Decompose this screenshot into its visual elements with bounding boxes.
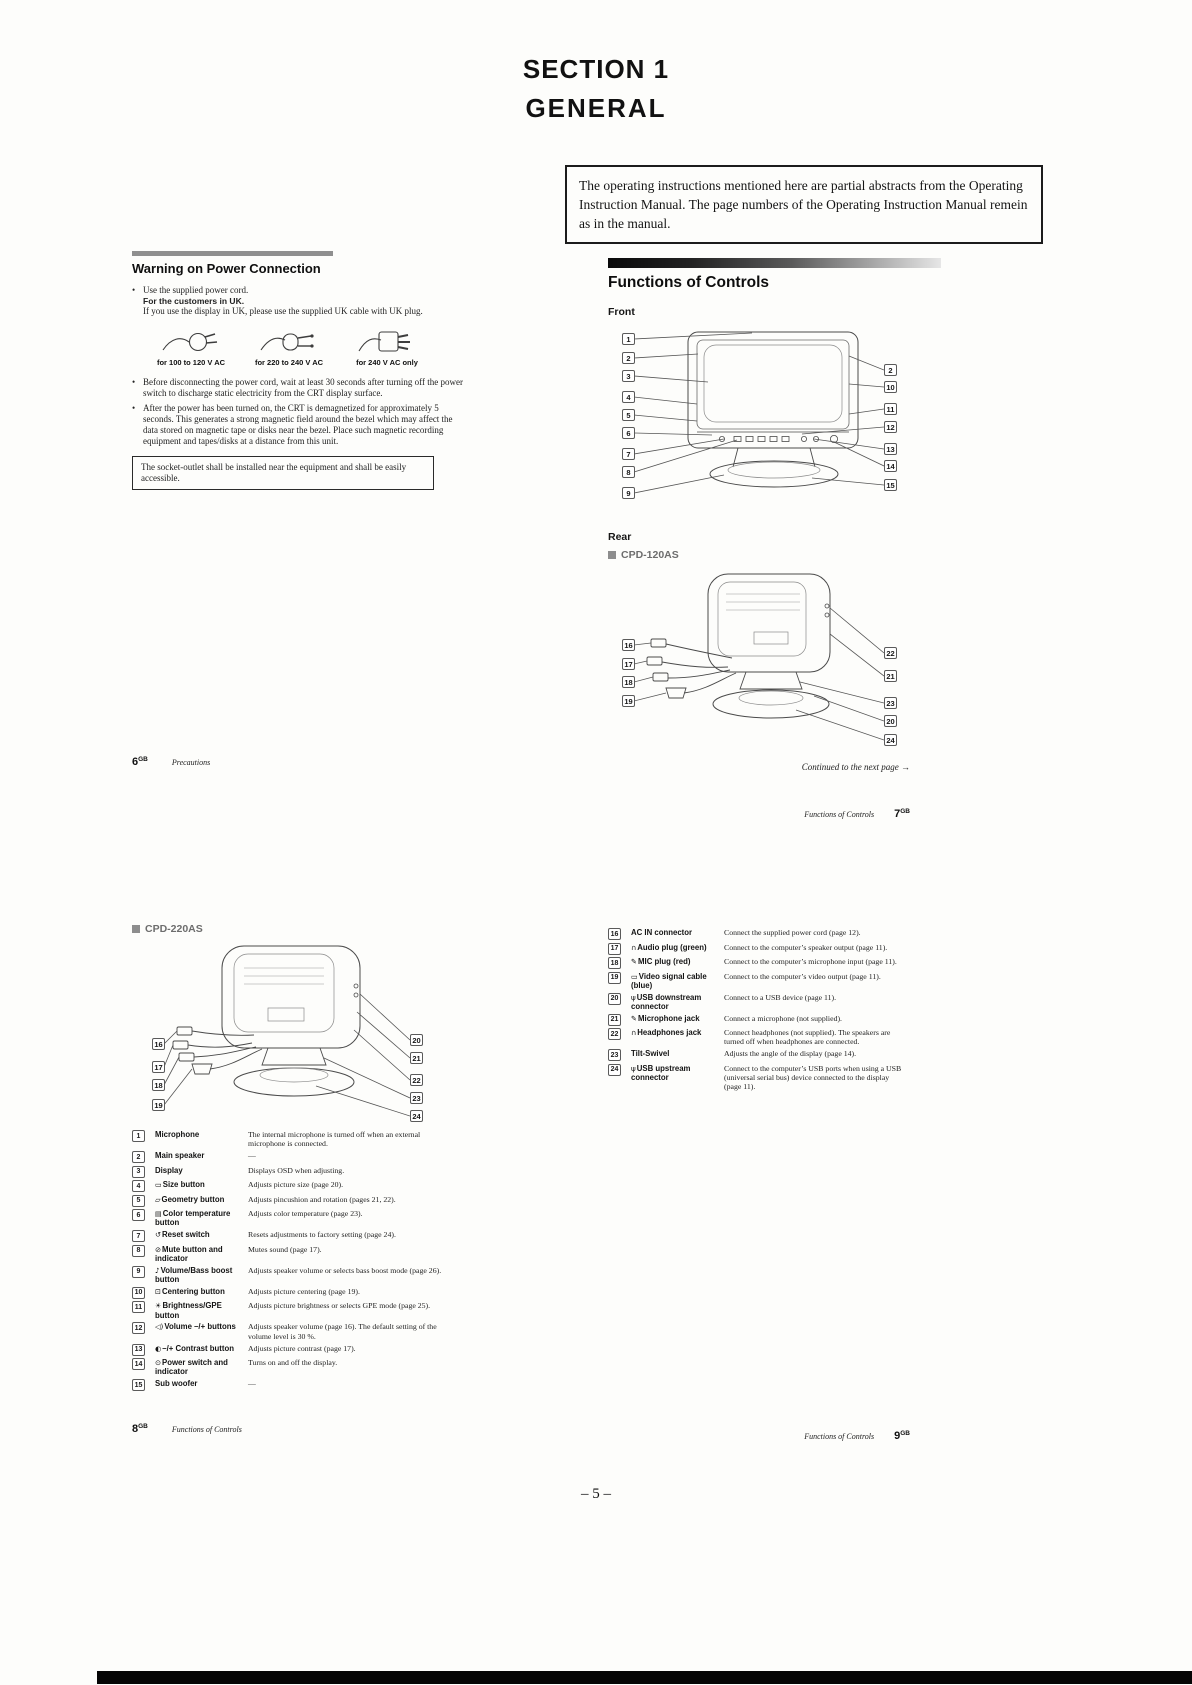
- connector-desc: Connect headphones (not supplied). The speakers are turned off when headphones are connected.: [724, 1028, 891, 1047]
- callout-ref-24: 24: [608, 1064, 621, 1076]
- control-name: Brightness/GPE button: [155, 1301, 222, 1320]
- size-button-icon: ▭: [155, 1180, 162, 1190]
- control-row-geometry-button: [132, 1195, 442, 1207]
- front-callout-14: 14: [884, 460, 897, 472]
- model-cpd220-text: CPD-220AS: [145, 923, 203, 935]
- control-name: Size button: [162, 1180, 205, 1190]
- page8-number: [132, 1423, 148, 1435]
- connector-row-audio-plug: [608, 943, 908, 955]
- notice-text: The operating instructions mentioned here are partial abstracts from the Operating Instruction Manual. The page numbers of the Operating Instruction Manual remein as in the manual.: [579, 178, 1028, 231]
- control-row-sub-woofer: [132, 1379, 442, 1391]
- microphone-jack-icon: ✎: [631, 1013, 638, 1023]
- connector-name: Audio plug (green): [637, 942, 707, 952]
- control-name-cell: [155, 1230, 248, 1239]
- control-desc: Adjusts speaker volume or selects bass boost mode (page 26).: [248, 1265, 442, 1275]
- control-row-mute-button: [132, 1245, 442, 1264]
- connector-row-microphone-jack: [608, 1014, 908, 1026]
- rear-view-cpd120-diagram: [608, 566, 908, 756]
- control-name: Display: [155, 1165, 183, 1175]
- rear120-callout-23: 23: [884, 697, 897, 709]
- callout-ref-22: 22: [608, 1028, 621, 1040]
- front-callout-9: 9: [622, 487, 635, 499]
- disconnect-text: Before disconnecting the power cord, wait at least 30 seconds after turning off the power switch to discharge static electricity from the CRT display surface.: [143, 377, 463, 398]
- control-desc: Adjusts picture size (page 20).: [248, 1180, 344, 1190]
- page7-number-suffix: GB: [900, 808, 910, 815]
- connector-row-usb-upstream: [608, 1064, 908, 1092]
- connector-name-cell: [631, 943, 724, 952]
- controls-table: [132, 1130, 442, 1394]
- control-row-microphone: [132, 1130, 442, 1149]
- connectors-table: [608, 928, 908, 1094]
- connector-row-usb-downstream: [608, 993, 908, 1012]
- contrast-icon: ◐: [155, 1343, 162, 1353]
- front-callout-8: 8: [622, 466, 635, 478]
- front-callout-10: 10: [884, 381, 897, 393]
- rear220-callout-24: 24: [410, 1110, 423, 1122]
- control-desc: Displays OSD when adjusting.: [248, 1165, 345, 1175]
- page8-number-value: 8: [132, 1423, 139, 1435]
- connector-name-cell: [631, 1028, 724, 1037]
- control-name-cell: [155, 1287, 248, 1296]
- plug-figure-us: [142, 326, 240, 367]
- front-callout-12: 12: [884, 421, 897, 433]
- bullet-icon: •: [132, 285, 136, 295]
- control-name: Sub woofer: [155, 1379, 198, 1389]
- control-name-cell: [155, 1195, 248, 1204]
- connector-desc: Connect to the computer’s video output (page 11).: [724, 971, 881, 981]
- page7-number-value: 7: [894, 808, 901, 820]
- page8-footer-label: Functions of Controls: [171, 1425, 242, 1434]
- mic-plug-icon: ✎: [631, 957, 638, 966]
- callout-ref-18: 18: [608, 957, 621, 969]
- us-plug-icon: [161, 326, 221, 356]
- callout-ref-4: 4: [132, 1180, 145, 1192]
- control-desc: Adjusts picture brightness or selects GPE mode (page 25).: [248, 1301, 431, 1311]
- callout-ref-11: 11: [132, 1301, 145, 1313]
- control-name: Centering button: [162, 1286, 225, 1296]
- geometry-button-icon: ▱: [155, 1194, 161, 1204]
- page9-footer-label: Functions of Controls: [804, 1432, 875, 1441]
- volume-buttons-icon: ◁): [155, 1322, 164, 1332]
- page6-column: [132, 251, 466, 490]
- color-temperature-icon: ▤: [155, 1209, 162, 1219]
- page9-number: [894, 1430, 910, 1442]
- callout-ref-1: 1: [132, 1130, 145, 1142]
- model-cpd120-label: [608, 549, 679, 561]
- control-row-reset-switch: [132, 1230, 442, 1242]
- front-callout-4: 4: [622, 391, 635, 403]
- rear-view-cpd220-drawing: [164, 942, 410, 1127]
- front-callout-5: 5: [622, 409, 635, 421]
- connector-desc: Connect to the computer’s USB ports when using a USB (universal serial bus) device connected to the display (page 11).: [724, 1063, 902, 1092]
- plug-figure-eu: [240, 326, 338, 367]
- page8-footer: [132, 1423, 242, 1435]
- connector-name: Video signal cable (blue): [631, 971, 707, 990]
- page8-number-suffix: GB: [138, 1423, 148, 1430]
- control-name-cell: [155, 1344, 248, 1353]
- control-desc: Resets adjustments to factory setting (page 24).: [248, 1230, 396, 1240]
- control-name: Microphone: [155, 1130, 200, 1139]
- mute-icon: ⊘: [155, 1244, 162, 1254]
- rear120-callout-21: 21: [884, 670, 897, 682]
- rear220-callout-22: 22: [410, 1074, 423, 1086]
- bullet-square-icon: [132, 925, 140, 933]
- rear220-callout-18: 18: [152, 1079, 165, 1091]
- uk-customers-text: If you use the display in UK, please use the supplied UK cable with UK plug.: [143, 306, 423, 316]
- headphones-jack-icon: ∩: [631, 1028, 637, 1038]
- page7-number: [894, 808, 910, 820]
- control-name-cell: [155, 1322, 248, 1331]
- brightness-gpe-icon: ☀: [155, 1301, 162, 1311]
- control-name-cell: [155, 1209, 248, 1228]
- connector-desc: Connect to the computer’s microphone input (page 11).: [724, 957, 897, 966]
- page9-number-value: 9: [894, 1430, 901, 1442]
- control-row-contrast: [132, 1344, 442, 1356]
- page9-footer: [608, 1430, 910, 1442]
- front-callout-1: 1: [622, 333, 635, 345]
- control-name-cell: [155, 1358, 248, 1377]
- demagnetize-text: After the power has been turned on, the CRT is demagnetized for approximately 5 seconds. This generates a strong magnetic field around the bezel which may affect the data stored on magnetic tape or disks near the bezel. Place such magnetic recording equipment and tapes/disks at a distance from this unit.: [143, 403, 453, 446]
- notice-box: [565, 165, 1043, 244]
- page6-number: [132, 756, 148, 768]
- functions-heading: Functions of Controls: [608, 274, 770, 291]
- connector-desc: Connect to the computer’s speaker output (page 11).: [724, 942, 888, 952]
- callout-ref-20: 20: [608, 993, 621, 1005]
- plug-label-uk: for 240 V AC only: [356, 358, 418, 367]
- heading-rule: [132, 251, 333, 256]
- control-name: Color temperature button: [155, 1209, 231, 1228]
- control-name: Volume/Bass boost button: [155, 1265, 233, 1285]
- connector-name: Microphone jack: [638, 1013, 700, 1023]
- sheet-page-number: – 5 –: [581, 1486, 611, 1502]
- rear220-callout-20: 20: [410, 1034, 423, 1046]
- control-name: Geometry button: [161, 1194, 225, 1204]
- front-callout-3: 3: [622, 370, 635, 382]
- callout-ref-7: 7: [132, 1230, 145, 1242]
- control-row-volume-buttons: [132, 1322, 442, 1341]
- rear120-callout-19: 19: [622, 695, 635, 707]
- model-cpd220-label: [132, 923, 203, 935]
- callout-ref-13: 13: [132, 1344, 145, 1356]
- control-row-brightness-gpe: [132, 1301, 442, 1320]
- connector-row-video-cable: [608, 972, 908, 991]
- page7-footer-label: Functions of Controls: [804, 810, 875, 819]
- control-desc: —: [248, 1151, 256, 1161]
- connector-name-cell: [631, 1014, 724, 1023]
- front-callout-6: 6: [622, 427, 635, 439]
- control-desc: Adjusts speaker volume (page 16). The default setting of the volume level is 30 %.: [248, 1322, 437, 1341]
- control-row-volume-bass: [132, 1266, 442, 1285]
- section-gradient-bar: [608, 258, 941, 268]
- power-cord-bullet-body: [143, 285, 466, 317]
- model-cpd120-text: CPD-120AS: [621, 549, 679, 561]
- control-name: Mute button and indicator: [155, 1244, 223, 1263]
- control-name-cell: [155, 1180, 248, 1189]
- plug-illustrations: [142, 326, 466, 367]
- rear120-callout-17: 17: [622, 658, 635, 670]
- control-row-display: [132, 1166, 442, 1178]
- callout-ref-2: 2: [132, 1151, 145, 1163]
- socket-outlet-note: [132, 456, 434, 490]
- control-desc: Adjusts picture centering (page 19).: [248, 1286, 360, 1296]
- uk-customers-title: For the customers in UK.: [143, 296, 245, 306]
- control-row-color-temperature: [132, 1209, 442, 1228]
- page6-footer-label: Precautions: [171, 758, 211, 767]
- connector-desc: Adjusts the angle of the display (page 14).: [724, 1049, 857, 1059]
- disconnect-bullet: [132, 377, 466, 399]
- control-name: Power switch and indicator: [155, 1358, 228, 1377]
- usb-downstream-icon: ψ: [631, 992, 636, 1002]
- callout-ref-16: 16: [608, 928, 621, 940]
- callout-ref-6: 6: [132, 1209, 145, 1221]
- front-callout-7: 7: [622, 448, 635, 460]
- callout-ref-14: 14: [132, 1358, 145, 1370]
- connector-desc: Connect a microphone (not supplied).: [724, 1013, 843, 1023]
- control-row-power-switch: [132, 1358, 442, 1377]
- connector-row-mic-plug: [608, 957, 908, 969]
- audio-plug-icon: ∩: [631, 942, 637, 952]
- eu-plug-icon: [259, 326, 319, 356]
- control-desc: Mutes sound (page 17).: [248, 1244, 322, 1254]
- demagnetize-bullet: [132, 403, 466, 447]
- rear-label: Rear: [608, 531, 632, 543]
- usb-upstream-icon: ψ: [631, 1063, 636, 1073]
- front-callout-2: 2: [622, 352, 635, 364]
- connector-name: Headphones jack: [637, 1028, 702, 1038]
- scan-edge-bar: [97, 1671, 1192, 1684]
- control-desc: The internal microphone is turned off when an external microphone is connected.: [248, 1130, 421, 1149]
- control-name: –/+ Contrast button: [162, 1343, 234, 1353]
- callout-ref-5: 5: [132, 1195, 145, 1207]
- bullet-square-icon: [608, 551, 616, 559]
- rear120-callout-16: 16: [622, 639, 635, 651]
- connector-name: USB downstream connector: [631, 992, 702, 1011]
- continued-note: Continued to the next page →: [801, 762, 910, 772]
- callout-ref-3: 3: [132, 1166, 145, 1178]
- reset-switch-icon: ↺: [155, 1230, 162, 1240]
- rear-view-cpd120-drawing: [634, 568, 884, 753]
- connector-name-cell: [631, 972, 724, 991]
- callout-ref-10: 10: [132, 1287, 145, 1299]
- control-name-cell: [155, 1301, 248, 1320]
- centering-icon: ⊡: [155, 1286, 162, 1296]
- front-view-drawing: [634, 328, 884, 506]
- control-desc: Turns on and off the display.: [248, 1358, 338, 1368]
- connector-name: Tilt-Swivel: [631, 1049, 670, 1059]
- connector-row-tilt-swivel: [608, 1049, 908, 1061]
- connector-row-headphones-jack: [608, 1028, 908, 1047]
- control-name: Reset switch: [162, 1230, 210, 1240]
- callout-ref-12: 12: [132, 1322, 145, 1334]
- section-subtitle: GENERAL: [525, 93, 667, 123]
- callout-ref-17: 17: [608, 943, 621, 955]
- callout-ref-23: 23: [608, 1049, 621, 1061]
- video-cable-icon: ▭: [631, 971, 638, 981]
- connector-desc: Connect to a USB device (page 11).: [724, 992, 837, 1002]
- plug-label-eu: for 220 to 240 V AC: [254, 358, 324, 367]
- control-name-cell: [155, 1245, 248, 1264]
- rear220-callout-16: 16: [152, 1038, 165, 1050]
- front-label: Front: [608, 306, 635, 318]
- control-name-cell: [155, 1266, 248, 1285]
- callout-ref-21: 21: [608, 1014, 621, 1026]
- connector-name: AC IN connector: [631, 928, 693, 937]
- page6-footer: [132, 756, 210, 768]
- front-callout-11: 11: [884, 403, 897, 415]
- bullet-icon: •: [132, 403, 136, 413]
- callout-ref-8: 8: [132, 1245, 145, 1257]
- rear120-callout-20: 20: [884, 715, 897, 727]
- plug-label-us: for 100 to 120 V AC: [156, 358, 226, 367]
- connector-row-ac-in: [608, 928, 908, 940]
- callout-ref-19: 19: [608, 972, 621, 984]
- socket-outlet-text: The socket-outlet shall be installed near the equipment and shall be easily accessible.: [141, 462, 407, 483]
- control-row-centering: [132, 1287, 442, 1299]
- rear120-callout-18: 18: [622, 676, 635, 688]
- rear120-callout-24: 24: [884, 734, 897, 746]
- control-name: Main speaker: [155, 1151, 205, 1161]
- connector-name-cell: [631, 1064, 724, 1083]
- connector-name: MIC plug (red): [638, 957, 691, 966]
- bullet-icon: •: [132, 377, 136, 387]
- control-row-main-speaker: [132, 1151, 442, 1163]
- page6-number-value: 6: [132, 756, 139, 768]
- volume-bass-icon: ♪: [155, 1265, 160, 1275]
- control-name: Volume –/+ buttons: [164, 1322, 236, 1332]
- control-desc: Adjusts color temperature (page 23).: [248, 1209, 363, 1219]
- control-desc: Adjusts pincushion and rotation (pages 21, 22).: [248, 1194, 396, 1204]
- plug-figure-uk: [338, 326, 436, 367]
- uk-plug-icon: [357, 326, 417, 356]
- front-callout-13: 13: [884, 443, 897, 455]
- power-cord-bullet: [132, 285, 466, 317]
- front-callout-15: 15: [884, 479, 897, 491]
- connector-name-cell: [631, 957, 724, 966]
- section-title: SECTION 1: [522, 54, 670, 84]
- connector-desc: Connect the supplied power cord (page 12).: [724, 928, 861, 937]
- connector-name: USB upstream connector: [631, 1063, 691, 1083]
- page9-number-suffix: GB: [900, 1430, 910, 1437]
- control-desc: Adjusts picture contrast (page 17).: [248, 1343, 356, 1353]
- control-desc: —: [248, 1379, 256, 1389]
- power-icon: ⊙: [155, 1358, 162, 1368]
- front-callout-right-2: 2: [884, 364, 897, 376]
- callout-ref-15: 15: [132, 1379, 145, 1391]
- page7-footer: [608, 808, 910, 820]
- front-view-diagram: [608, 326, 908, 510]
- callout-ref-9: 9: [132, 1266, 145, 1278]
- control-row-size-button: [132, 1180, 442, 1192]
- power-cord-text: Use the supplied power cord.: [143, 285, 249, 295]
- rear220-callout-17: 17: [152, 1061, 165, 1073]
- rear220-callout-19: 19: [152, 1099, 165, 1111]
- rear220-callout-23: 23: [410, 1092, 423, 1104]
- rear-view-cpd220-diagram: [132, 940, 432, 1130]
- connector-name-cell: [631, 993, 724, 1012]
- rear120-callout-22: 22: [884, 647, 897, 659]
- warning-heading: Warning on Power Connection: [132, 261, 321, 276]
- page6-number-suffix: GB: [138, 756, 148, 763]
- rear220-callout-21: 21: [410, 1052, 423, 1064]
